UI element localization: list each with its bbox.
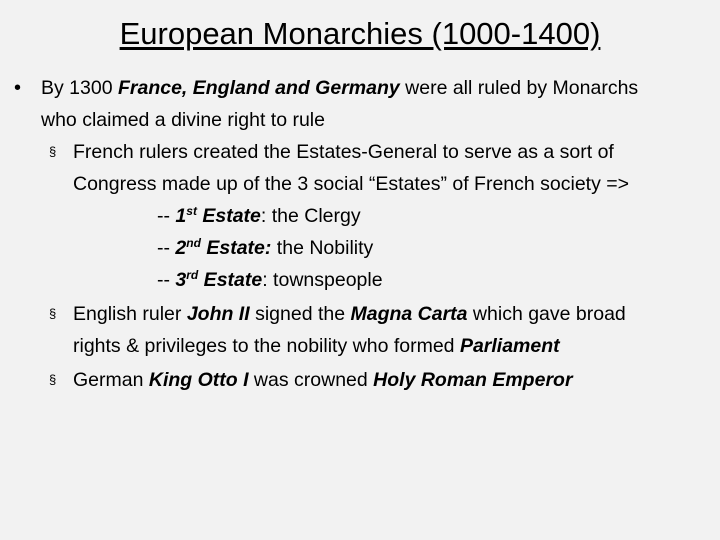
emphasis-text: France, England and Germany [117,77,400,99]
dash: -- [157,205,176,227]
emphasis-text: Magna Carta [350,303,468,325]
bullet-dot-icon: • [14,77,22,99]
square-bullet-icon: § [49,306,57,321]
square-bullet-icon: § [49,372,57,387]
estate-number: 2 [175,237,187,259]
colon: : [262,269,268,291]
estate-description: the Nobility [271,237,374,259]
sub-bullet-1-line-2: Congress made up of the 3 social “Estates” of French society => [73,173,630,195]
sub-bullet-3 [73,364,573,396]
estate-1 [157,200,361,232]
emphasis-text: John II [186,303,250,325]
estate-3 [157,264,383,296]
colon: : [260,205,267,227]
text-run: rights & privileges to the nobility who formed [73,335,460,357]
estate-label: Estate [198,269,263,291]
estate-label: Estate [196,205,261,227]
emphasis-text: Parliament [459,335,560,357]
estate-description: the Clergy [266,205,361,227]
ordinal-suffix: nd [186,236,201,250]
bullet-1-line-1 [41,72,638,104]
sub-bullet-2-line-1 [73,298,626,330]
text-run: was crowned [248,369,374,391]
estate-2 [157,232,373,264]
sub-bullet-2-line-2 [73,330,560,362]
ordinal-suffix: rd [186,268,199,282]
ordinal-suffix: st [186,204,197,218]
dash: -- [157,269,176,291]
emphasis-text: Holy Roman Emperor [373,369,573,391]
text-run: were all ruled by Monarchs [399,77,639,99]
text-run: By 1300 [41,77,118,99]
text-run: English ruler [73,303,187,325]
text-run: German [73,369,149,391]
estate-number: 1 [175,205,187,227]
text-run: signed the [249,303,351,325]
slide-title: European Monarchies (1000-1400) [119,16,601,51]
emphasis-text: King Otto I [148,369,249,391]
estate-number: 3 [175,269,187,291]
dash: -- [157,237,176,259]
estate-description: townspeople [267,269,383,291]
bullet-1-line-2: who claimed a divine right to rule [41,109,325,131]
estate-label: Estate: [200,237,272,259]
square-bullet-icon: § [49,144,57,159]
text-run: which gave broad [467,303,626,325]
sub-bullet-1-line-1: French rulers created the Estates-General to serve as a sort of [73,141,614,163]
